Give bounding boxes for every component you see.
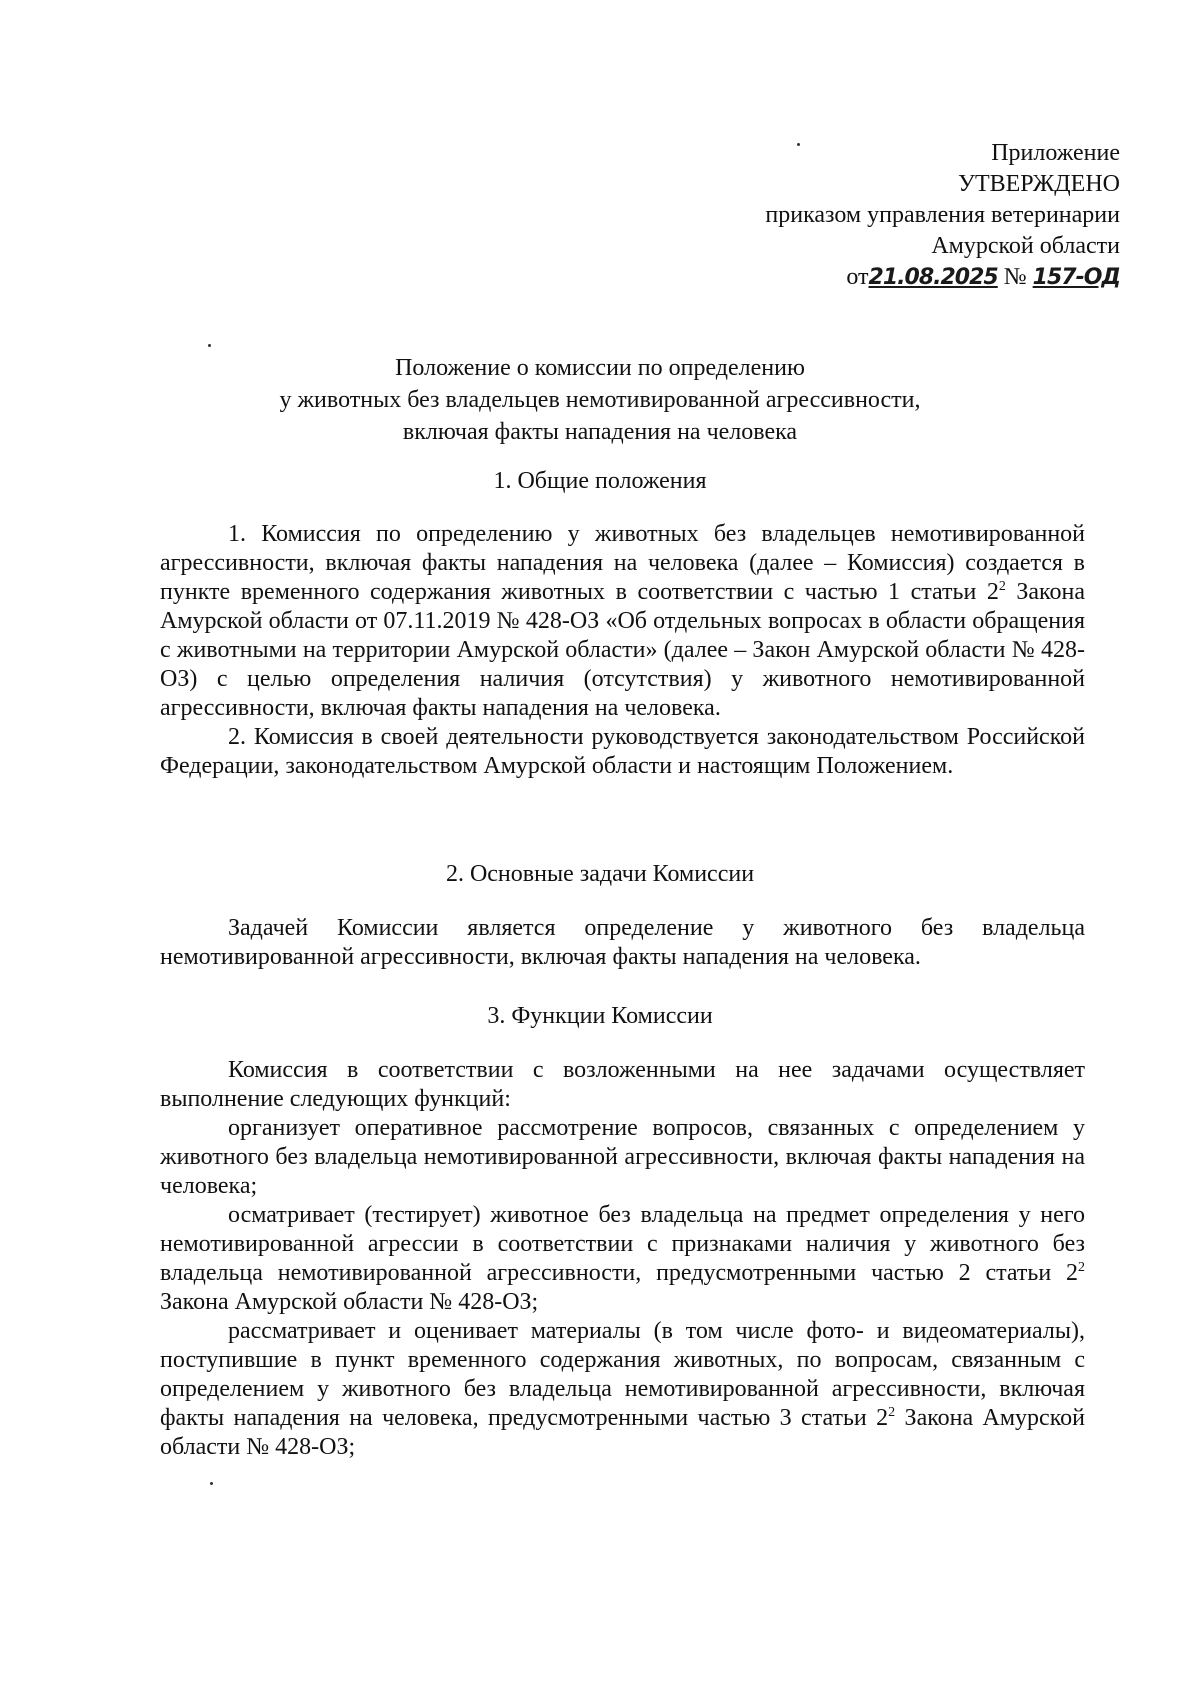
section-2-body [160,914,1085,972]
title-line-2: у животных без владельцев немотивированной агрессивности, [279,387,921,413]
approval-block [765,138,1120,293]
handwritten-number: 157-ОД [1032,265,1120,290]
section-1-paragraph-1 [160,520,1085,723]
section-3-paragraph-2: организует оперативное рассмотрение вопросов, связанных с определением у животного без владельца немотивированной агрессивности, включая факты нападения на человека; [160,1115,1085,1199]
section-3-body [160,1056,1085,1462]
section-1-heading: 1. Общие положения [493,468,707,494]
section-3-heading: 3. Функции Комиссии [487,1003,713,1029]
section-3-paragraph-3 [160,1201,1085,1317]
approval-order-line: приказом управления ветеринарии [765,202,1120,228]
scan-speck [210,1482,213,1485]
document-title [160,352,1040,448]
section-1-body [160,520,1085,781]
approval-appendix-label: Приложение [991,140,1120,166]
scan-speck [208,344,211,347]
section-3-paragraph-1: Комиссия в соответствии с возложенными на нее задачами осуществляет выполнение следующих функций: [160,1057,1085,1112]
approval-approved-label: УТВЕРЖДЕНО [957,171,1120,197]
section-3-paragraph-4 [160,1317,1085,1462]
superscript: 2 [888,1405,896,1420]
paragraph-text: Закона Амурской области № 428-ОЗ; [160,1405,1085,1460]
paragraph-text: Закона Амурской области от 07.11.2019 № 428-ОЗ «Об отдельных вопросах в области обращения с животными на территории Амурской области» (далее – Закон Амурской области № 428-ОЗ) с целью определения наличия (отсутствия) у животного немотивированной агрессивности, включая факты нападения на человека. [160,579,1085,721]
section-2-heading: 2. Основные задачи Комиссии [445,861,755,887]
section-2-paragraph-1: Задачей Комиссии является определение у животного без владельца немотивированной агрессивности, включая факты нападения на человека. [160,915,1085,970]
paragraph-text: рассматривает и оценивает материалы (в том числе фото- и видеоматериалы), поступившие в пункт временного содержания животных, по вопросам, связанным с определением у животного без владельца немотивированной агрессивности, включая факты нападения на человека, предусмотренными частью 3 статьи 2 [160,1318,1085,1431]
number-prefix: № [1003,264,1027,290]
paragraph-text: осматривает (тестирует) животное без владельца на предмет определения у него немотивированной агрессии в соответствии с признаками наличия у животного без владельца немотивированной агрессивности, предусмотренными частью 2 статьи 2 [160,1202,1085,1286]
handwritten-date: 21.08.2025 [868,265,998,290]
title-line-1: Положение о комиссии по определению [395,355,805,381]
paragraph-text: Закона Амурской области № 428-ОЗ; [160,1289,539,1315]
date-prefix: от [846,264,869,290]
title-line-3: включая факты нападения на человека [402,419,798,445]
approval-region-line: Амурской области [931,233,1120,259]
approval-date-number-line [765,262,1120,293]
superscript: 2 [998,579,1006,594]
section-1-paragraph-2: 2. Комиссия в своей деятельности руководствуется законодательством Российской Федерации, законодательством Амурской области и настоящим Положением. [160,724,1085,779]
paragraph-text: 1. Комиссия по определению у животных без владельцев немотивированной агрессивности, включая факты нападения на человека (далее – Комиссия) создается в пункте временного содержания животных в соответствии с частью 1 статьи 2 [160,521,1085,605]
superscript: 2 [1078,1260,1085,1275]
